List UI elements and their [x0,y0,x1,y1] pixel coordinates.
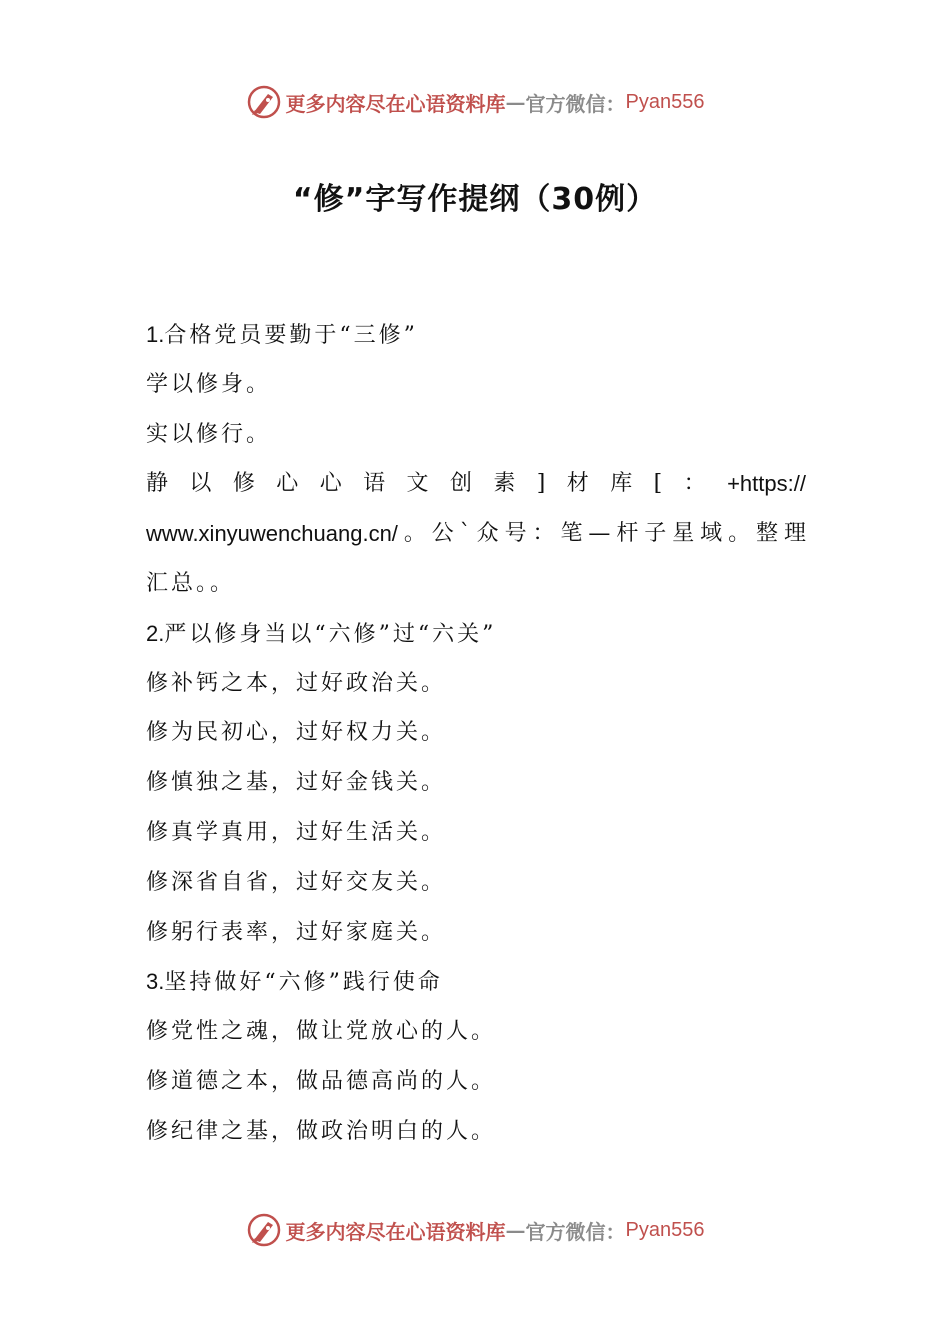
text-char: 心 [319,471,342,497]
banner-note: 官方微信： [525,1219,626,1244]
text-char: 。 [403,521,426,547]
section-3-heading [146,957,806,1007]
list-item: 修慎独之基，过好金钱关。 [146,770,447,796]
list-item: 修躬行表率，过好家庭关。 [146,919,447,945]
text-char: — [588,521,611,547]
pen-nib-logo-icon [246,84,282,120]
text-char: ： [532,521,555,547]
text-char: 修 [232,471,255,497]
text-char: 。 [728,521,751,547]
pen-nib-logo-icon [246,1212,282,1248]
document-body [146,310,806,1157]
section-title: 坚持做好“六修”践行使命 [164,970,443,996]
text-char: 众 [476,521,499,547]
list-item: 修纪律之基，做政治明白的人。 [146,1118,497,1144]
banner-note: 官方微信： [525,91,626,116]
list-item: 实以修行。 [146,421,272,447]
text-char: 整 [756,521,779,547]
section-number: 1. [146,322,165,347]
section-number: 2. [146,620,165,646]
wechat-id: Pyan556 [625,90,705,113]
text-char: ` [459,521,471,547]
banner-separator: — [505,90,526,114]
banner-separator: — [505,1218,526,1242]
footer-banner [0,1212,950,1248]
list-item: 修真学真用，过好生活关。 [146,819,447,845]
list-item: 修道德之本，做品德高尚的人。 [146,1068,497,1094]
url-text: www.xinyuwenchuang.cn/ [146,521,398,547]
text-char: 公 [431,521,454,547]
text-char: 静 [146,471,169,497]
list-item: 修为民初心，过好权力关。 [146,720,447,746]
text-char: 以 [189,471,212,497]
text-char: 材 [566,471,589,497]
text-char: 理 [783,521,806,547]
text-char: 库 [610,471,633,497]
section-title: 合格党员要勤于“三修” [164,323,418,348]
text-char: 子 [644,521,667,547]
banner-text: 更多内容尽在心语资料库 [285,1219,506,1244]
text-char: 域 [700,521,723,547]
text-char: 笔 [560,521,583,547]
list-item: 修补钙之本，过好政治关。 [146,670,447,696]
wechat-id: Pyan556 [625,1218,705,1241]
section-number: 3. [146,969,165,995]
banner-text: 更多内容尽在心语资料库 [285,91,506,116]
page-title: “修”字写作提纲（30例） [292,182,658,217]
text-char: 星 [672,521,695,547]
section-1-heading [146,310,806,360]
url-fragment: +https:// [727,471,806,497]
text-char: ] [536,471,546,497]
text-char: 文 [406,471,429,497]
justified-line [146,459,806,509]
section-title: 严以修身当以“六修”过“六关” [164,621,497,647]
text-char: [ [653,471,663,497]
justified-line [146,509,806,559]
list-item: 学以修身。 [146,371,272,397]
text-char: ： [683,471,706,497]
text-char: 杆 [616,521,639,547]
text-char: 创 [449,471,472,497]
text-char: 号 [504,521,527,547]
section-2-heading [146,609,806,659]
header-banner [0,84,950,120]
list-item: 修深省自省，过好交友关。 [146,869,447,895]
text-char: 素 [493,471,516,497]
list-item: 汇总。。 [146,570,236,596]
text-char: 心 [276,471,299,497]
text-char: 语 [363,471,386,497]
list-item: 修党性之魂，做让党放心的人。 [146,1019,497,1045]
